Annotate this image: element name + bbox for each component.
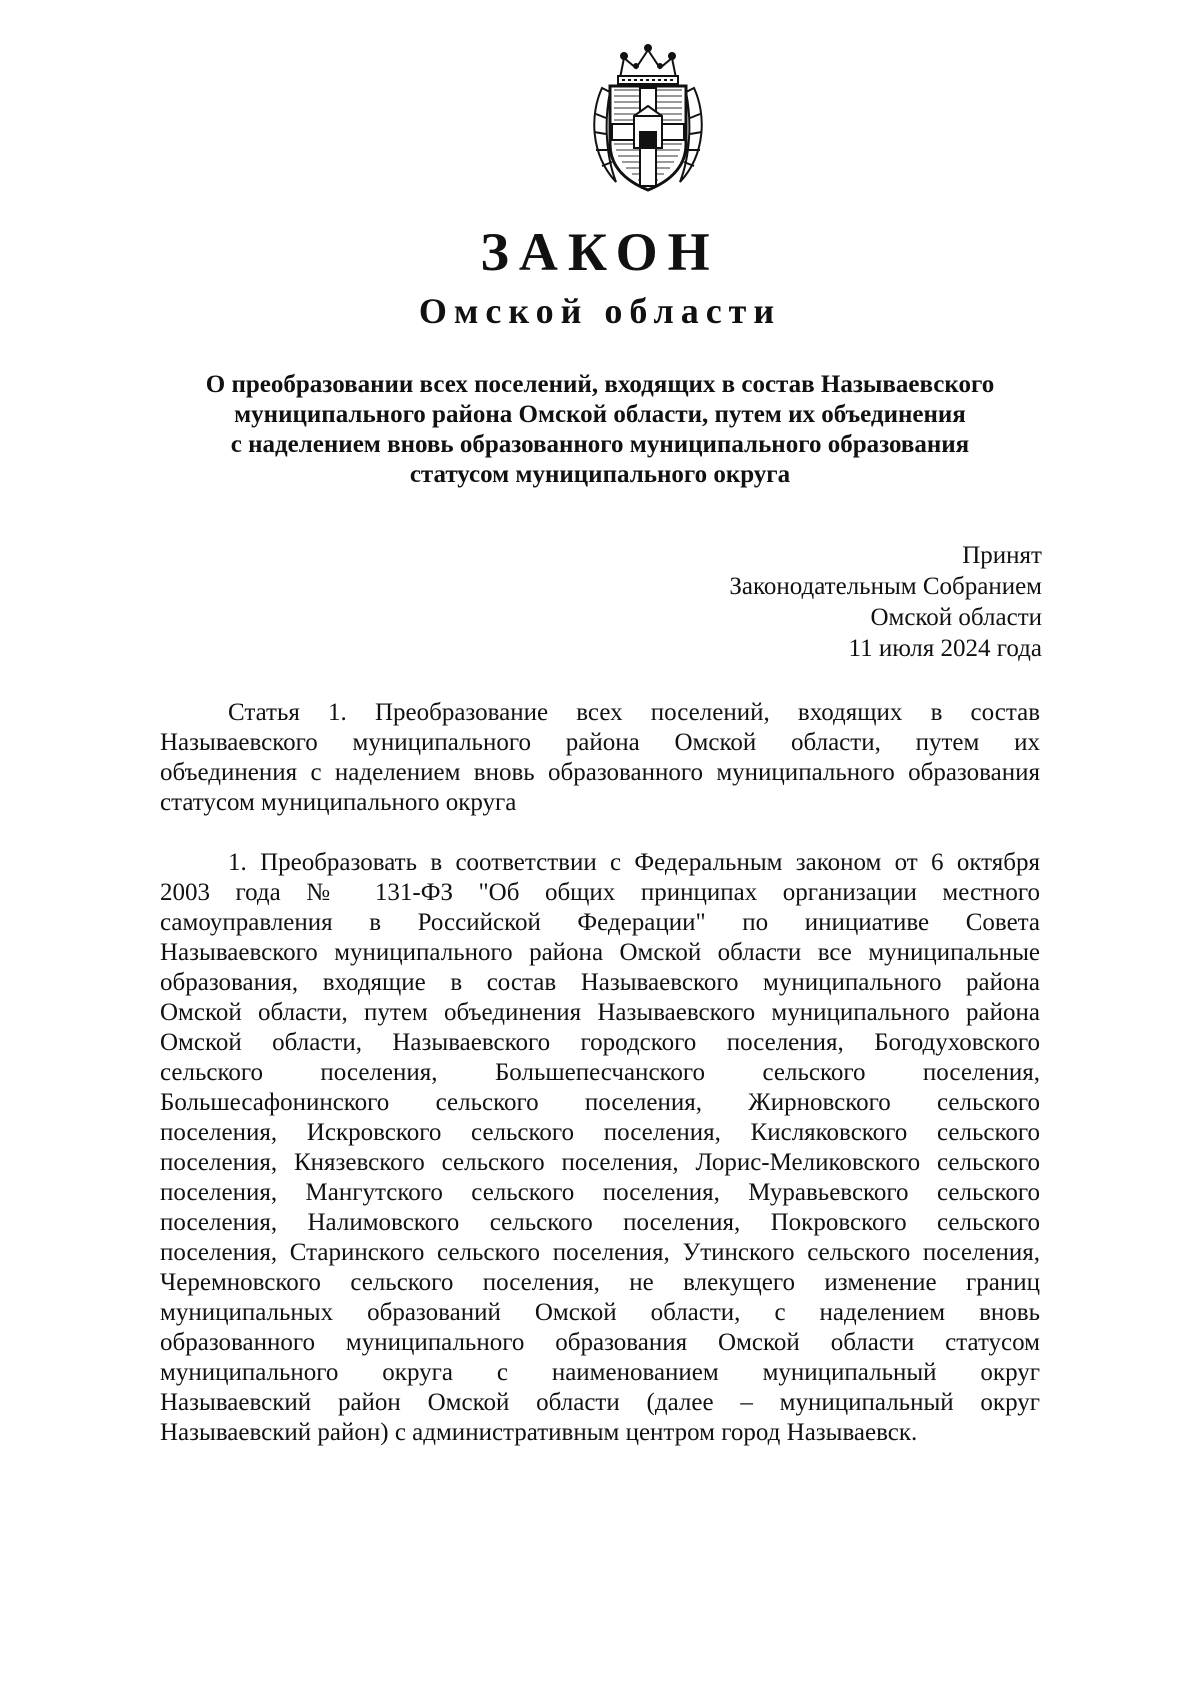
paragraph-line: Черемновского сельского поселения, не влекущего изменение границ <box>160 1269 1040 1296</box>
subject-line: муниципального района Омской области, путем их объединения <box>234 401 966 428</box>
adoption-date: 11 июля 2024 года <box>848 635 1042 662</box>
paragraph-line: образования, входящие в состав Называевского муниципального района <box>160 969 1040 996</box>
subject-line: с наделением вновь образованного муниципального образования <box>230 431 970 458</box>
paragraph-line: Называевского муниципального района Омской области все муниципальные <box>160 939 1040 966</box>
subject-line: статусом муниципального округа <box>409 461 791 488</box>
coat-of-arms-icon <box>586 44 710 194</box>
paragraph-line: сельского поселения, Большепесчанского сельского поселения, <box>160 1059 1040 1086</box>
paragraph-line: поселения, Старинского сельского поселения, Утинского сельского поселения, <box>160 1239 1040 1266</box>
article-heading-line: Статья 1. Преобразование всех поселений, входящих в состав <box>228 699 1040 726</box>
adoption-line: Законодательным Собранием <box>729 573 1042 600</box>
document-title: ЗАКОН <box>480 222 720 282</box>
subject-line: О преобразовании всех поселений, входящих в состав Называевского <box>205 371 995 398</box>
article-1-paragraph-1 <box>160 848 1040 1448</box>
paragraph-line: муниципального округа с наименованием муниципальный округ <box>160 1359 1040 1386</box>
paragraph-line: поселения, Князевского сельского поселения, Лорис-Меликовского сельского <box>160 1149 1040 1176</box>
article-heading-line: статусом муниципального округа <box>160 789 517 816</box>
adoption-block <box>729 540 1042 664</box>
paragraph-line: образованного муниципального образования Омской области статусом <box>160 1329 1040 1356</box>
paragraph-line: Большесафонинского сельского поселения, Жирновского сельского <box>160 1089 1040 1116</box>
paragraph-line: поселения, Искровского сельского поселения, Кисляковского сельского <box>160 1119 1040 1146</box>
paragraph-line: 2003 года № 131-ФЗ "Об общих принципах организации местного <box>160 879 1040 906</box>
adoption-line: Омской области <box>870 604 1042 631</box>
paragraph-line: поселения, Мангутского сельского поселения, Муравьевского сельского <box>160 1179 1040 1206</box>
paragraph-line: Называевский район) с административным центром город Называевск. <box>160 1419 918 1446</box>
paragraph-line: Называевский район Омской области (далее – муниципальный округ <box>160 1389 1040 1416</box>
paragraph-line: Омской области, Называевского городского поселения, Богодуховского <box>160 1029 1040 1056</box>
article-heading-line: объединения с наделением вновь образованного муниципального образования <box>160 759 1040 786</box>
article-1-heading <box>160 698 1040 818</box>
article-heading-line: Называевского муниципального района Омской области, путем их <box>160 729 1040 756</box>
paragraph-line: самоуправления в Российской Федерации" по инициативе Совета <box>160 909 1040 936</box>
adoption-line: Принят <box>962 542 1042 569</box>
paragraph-line: поселения, Налимовского сельского поселения, Покровского сельского <box>160 1209 1040 1236</box>
paragraph-line: муниципальных образований Омской области, с наделением вновь <box>160 1299 1040 1326</box>
paragraph-line: Омской области, путем объединения Называевского муниципального района <box>160 999 1040 1026</box>
coat-of-arms-emblem <box>586 44 710 194</box>
document-region: Омской области <box>418 291 782 331</box>
document-subject <box>160 370 1040 490</box>
paragraph-line: 1. Преобразовать в соответствии с Федеральным законом от 6 октября <box>228 849 1040 876</box>
